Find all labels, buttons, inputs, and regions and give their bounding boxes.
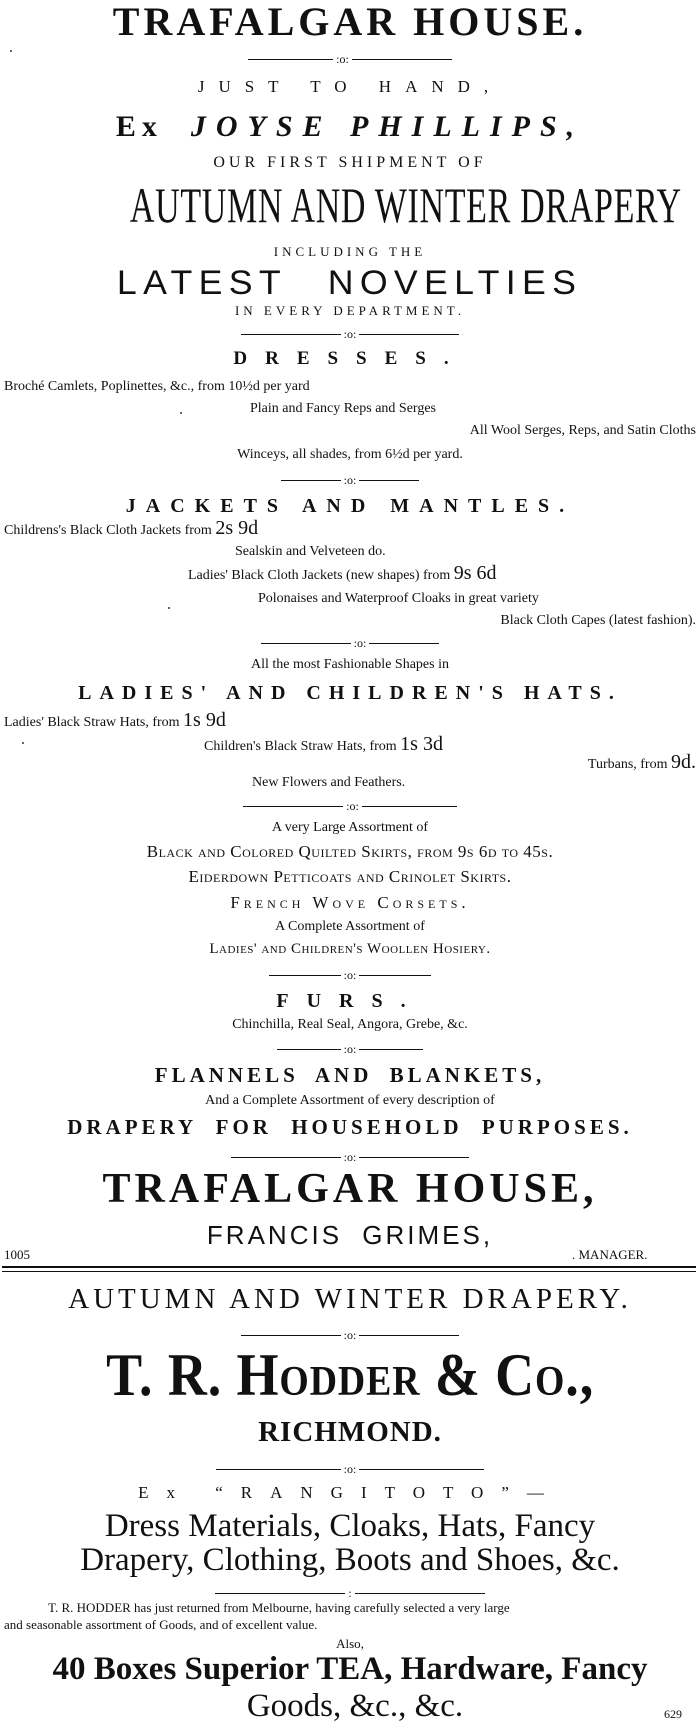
advert-number: 1005 [4,1247,30,1262]
hodder-headline: AUTUMN AND WINTER DRAPERY. [68,1283,632,1315]
separator [0,799,700,812]
hodder-body-2: and seasonable assortment of Goods, and of excellent value. [4,1617,318,1632]
trafalgar-footer-title: TRAFALGAR HOUSE, [102,1166,598,1212]
separator-mark: :o: [343,327,357,342]
separator-mark: :o: [336,52,349,67]
ink-speck [180,412,182,414]
hats-line-1-text: Ladies' Black Straw Hats, from [4,715,180,730]
jackets-line-3-text: Ladies' Black Cloth Jackets (new shapes) from [188,568,451,583]
separator [0,327,700,340]
hodder-firm [0,1342,700,1408]
ink-speck [168,607,170,609]
skirts-line-4: French Wove Corsets. [230,893,470,912]
separator [0,968,700,981]
advert-divider-thin [2,1271,696,1272]
hats-line-2-text: Children's Black Straw Hats, from [204,739,397,754]
hodder-tea-1: 40 Boxes Superior TEA, Hardware, Fancy [52,1651,648,1687]
hats-line-2 [204,734,443,754]
flannels-heading: FLANNELS AND BLANKETS, [154,1063,546,1087]
dresses-line-3: All Wool Serges, Reps, and Satin Cloths [469,423,696,438]
trafalgar-title: TRAFALGAR HOUSE. [112,0,588,44]
separator-mark: :o: [343,1462,357,1477]
hats-line-2-price: 1s 3d [400,733,443,755]
separator-mark: :o: [353,636,367,651]
skirts-line-6: Ladies' and Children's Woollen Hosiery. [209,941,491,957]
hats-line-3-price: 9d. [671,751,696,773]
separator [0,473,700,486]
first-shipment: OUR FIRST SHIPMENT OF [213,154,487,171]
latest-novelties-text: LATEST NOVELTIES [117,264,583,302]
manager-role: . MANAGER. [572,1247,648,1262]
hodder-body-1: T. R. HODDER has just returned from Melbourne, having carefully selected a very large [48,1600,510,1615]
just-to-hand: JUST TO HAND, [197,77,503,96]
jackets-line-4: Polonaises and Waterproof Cloaks in great variety [258,591,539,606]
hodder-also: Also, [336,1636,364,1651]
ink-speck [10,50,12,52]
jackets-line-3 [188,563,497,583]
ex-word: Ex [115,110,163,143]
jackets-line-3-price: 9s 6d [453,562,497,584]
separator [0,1462,700,1475]
hodder-goods-2: Drapery, Clothing, Boots and Shoes, &c. [80,1542,620,1578]
hats-heading: LADIES' AND CHILDREN'S HATS. [78,682,622,704]
hats-intro: All the most Fashionable Shapes in [251,657,449,672]
hats-line-3-text: Turbans, from [587,757,668,772]
trafalgar-manager-name [0,1222,700,1248]
ship-line [0,112,700,142]
dresses-line-4: Winceys, all shades, from 6½d per yard. [237,447,463,462]
jackets-line-1-price: 2s 9d [215,517,259,539]
dresses-heading: DRESSES. [233,348,467,369]
separator-mark: :o: [343,1150,357,1165]
skirts-line-3: Eiderdown Petticoats and Crinolet Skirts. [188,867,512,886]
ship-name: JOYSE PHILLIPS, [190,110,585,143]
manager-name-text: FRANCIS GRIMES, [206,1220,494,1250]
jackets-heading: JACKETS AND MANTLES. [125,495,575,517]
separator-mark: : [348,1586,352,1601]
advert-divider [2,1266,696,1268]
furs-line-1: Chinchilla, Real Seal, Angora, Grebe, &c. [232,1017,468,1032]
hodder-ex-line: Ex “RANGITOTO”— [138,1483,562,1502]
hats-line-1 [4,710,226,730]
separator [0,1328,700,1341]
jackets-line-5: Black Cloth Capes (latest fashion). [500,613,696,628]
separator-mark: :o: [343,968,357,983]
including-the: INCLUDING THE [273,244,427,259]
dresses-line-2: Plain and Fancy Reps and Serges [250,401,436,416]
hodder-tea-2 [0,1690,700,1723]
dresses-line-1: Broché Camlets, Poplinettes, &c., from 10½d per yard [4,379,310,394]
hats-line-4: New Flowers and Feathers. [252,775,406,790]
separator-mark: :o: [343,1328,357,1343]
separator [0,1150,700,1163]
jackets-line-1 [4,518,258,538]
skirts-line-2: Black and Colored Quilted Skirts, from 9s 6d to 45s. [146,842,554,861]
separator [0,1042,700,1055]
separator-mark: :o: [343,473,357,488]
hats-line-1-price: 1s 9d [183,709,226,731]
flannels-line-2: DRAPERY FOR HOUSEHOLD PURPOSES. [67,1115,633,1139]
hodder-tea-2-text: Goods, &c., &c. [246,1688,464,1724]
jackets-line-1-text: Childrens's Black Cloth Jackets from [4,523,212,538]
separator [0,1586,700,1599]
flannels-line-1: And a Complete Assortment of every description of [205,1093,495,1108]
hodder-number: 629 [664,1707,682,1721]
jackets-line-2: Sealskin and Velveteen do. [235,544,386,559]
separator-mark: :o: [346,799,359,814]
hodder-town: RICHMOND. [258,1416,442,1448]
separator [0,636,700,649]
latest-novelties [0,266,700,300]
ink-speck [22,742,24,744]
autumn-winter-heading [0,177,700,233]
every-department: IN EVERY DEPARTMENT. [234,303,466,318]
skirts-line-5: A Complete Assortment of [275,919,425,934]
hats-line-3 [588,752,696,772]
hodder-firm-text: T. R. Hodder & Co., [105,1342,594,1408]
separator-mark: :o: [343,1042,357,1057]
separator [0,52,700,65]
furs-heading: FURS. [276,990,424,1012]
autumn-winter-text: AUTUMN AND WINTER DRAPERY [129,177,682,233]
skirts-line-1: A very Large Assortment of [271,820,429,835]
hodder-goods-1: Dress Materials, Cloaks, Hats, Fancy [104,1508,596,1544]
